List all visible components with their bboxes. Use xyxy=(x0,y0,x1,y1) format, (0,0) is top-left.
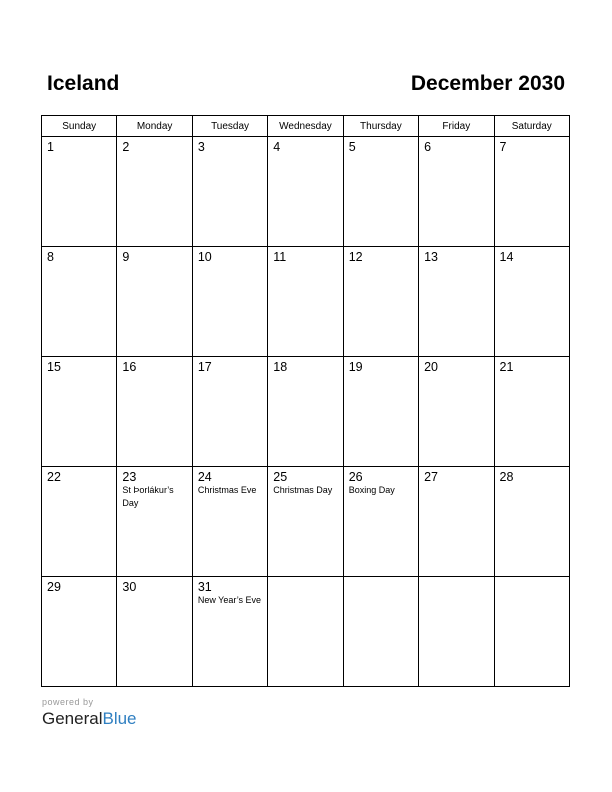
day-number: 25 xyxy=(273,470,288,484)
day-cell xyxy=(117,467,192,577)
powered-by-label: powered by xyxy=(42,697,94,707)
weekday-thursday: Thursday xyxy=(343,116,418,137)
day-cell xyxy=(42,247,117,357)
day-cell xyxy=(192,467,267,577)
day-cell xyxy=(494,577,569,687)
day-cell xyxy=(343,247,418,357)
holiday-label: Christmas Day xyxy=(273,485,333,495)
day-cell xyxy=(192,247,267,357)
brand-general-text: General xyxy=(42,709,103,728)
holiday-label: Boxing Day xyxy=(348,485,395,495)
weekday-header-row xyxy=(42,116,570,137)
day-number: 8 xyxy=(47,250,54,264)
day-cell xyxy=(419,357,494,467)
day-number: 11 xyxy=(273,250,287,264)
day-number: 10 xyxy=(197,250,212,264)
day-number: 26 xyxy=(348,470,363,484)
week-row xyxy=(42,357,570,467)
day-cell xyxy=(42,467,117,577)
day-number xyxy=(268,577,342,580)
day-number: 15 xyxy=(47,360,61,374)
day-number: 12 xyxy=(348,250,363,264)
day-number xyxy=(495,577,569,580)
day-cell xyxy=(268,577,343,687)
day-number: 30 xyxy=(122,580,137,594)
day-number: 28 xyxy=(499,470,514,484)
holiday-label: St Þorlákur’s Day xyxy=(122,485,174,508)
day-cell xyxy=(42,137,117,247)
weekday-saturday: Saturday xyxy=(494,116,569,137)
day-cell xyxy=(117,247,192,357)
day-cell xyxy=(494,467,569,577)
week-row xyxy=(42,137,570,247)
day-number: 31 xyxy=(197,580,212,594)
holiday-label: Christmas Eve xyxy=(197,485,257,495)
month-year-title: December 2030 xyxy=(410,72,565,95)
footer-branding xyxy=(42,697,137,729)
day-number: 2 xyxy=(122,140,130,154)
weekday-tuesday: Tuesday xyxy=(192,116,267,137)
day-number: 9 xyxy=(122,250,130,264)
day-cell xyxy=(268,467,343,577)
day-number: 20 xyxy=(424,360,439,374)
day-cell xyxy=(268,357,343,467)
day-cell xyxy=(192,137,267,247)
weekday-sunday: Sunday xyxy=(42,116,117,137)
day-cell xyxy=(117,357,192,467)
day-cell xyxy=(192,577,267,687)
calendar-grid xyxy=(41,115,570,687)
day-number: 5 xyxy=(348,140,356,154)
brand-blue-text: Blue xyxy=(102,709,137,728)
day-number: 21 xyxy=(499,360,514,374)
day-cell xyxy=(192,357,267,467)
day-number: 18 xyxy=(273,360,288,374)
day-number: 1 xyxy=(47,140,54,154)
day-number: 13 xyxy=(424,250,439,264)
day-cell xyxy=(419,577,494,687)
brand-logo xyxy=(42,709,137,729)
day-cell xyxy=(117,577,192,687)
day-cell xyxy=(494,357,569,467)
day-cell xyxy=(42,357,117,467)
day-cell xyxy=(343,577,418,687)
weekday-wednesday: Wednesday xyxy=(268,116,343,137)
day-number: 6 xyxy=(424,140,432,154)
day-number: 23 xyxy=(122,470,137,484)
weekday-friday: Friday xyxy=(419,116,494,137)
day-number: 3 xyxy=(197,140,205,154)
day-number: 29 xyxy=(47,580,61,594)
country-title: Iceland xyxy=(47,72,120,95)
day-number xyxy=(344,577,418,580)
day-number: 24 xyxy=(197,470,212,484)
day-number: 22 xyxy=(47,470,61,484)
week-row xyxy=(42,247,570,357)
day-cell xyxy=(419,137,494,247)
holiday-label: New Year’s Eve xyxy=(197,595,262,605)
day-number: 4 xyxy=(273,140,281,154)
day-cell xyxy=(42,577,117,687)
day-cell xyxy=(117,137,192,247)
day-cell xyxy=(419,467,494,577)
day-cell xyxy=(343,137,418,247)
day-number: 27 xyxy=(424,470,439,484)
day-number xyxy=(419,577,493,580)
day-number: 14 xyxy=(499,250,514,264)
day-cell xyxy=(268,137,343,247)
day-cell xyxy=(494,137,569,247)
day-cell xyxy=(343,467,418,577)
week-row xyxy=(42,467,570,577)
week-row xyxy=(42,577,570,687)
day-cell xyxy=(419,247,494,357)
weekday-monday: Monday xyxy=(117,116,192,137)
day-number: 17 xyxy=(197,360,212,374)
day-number: 16 xyxy=(122,360,137,374)
day-number: 19 xyxy=(348,360,363,374)
day-number: 7 xyxy=(499,140,507,154)
day-cell xyxy=(494,247,569,357)
day-cell xyxy=(343,357,418,467)
day-cell xyxy=(268,247,343,357)
